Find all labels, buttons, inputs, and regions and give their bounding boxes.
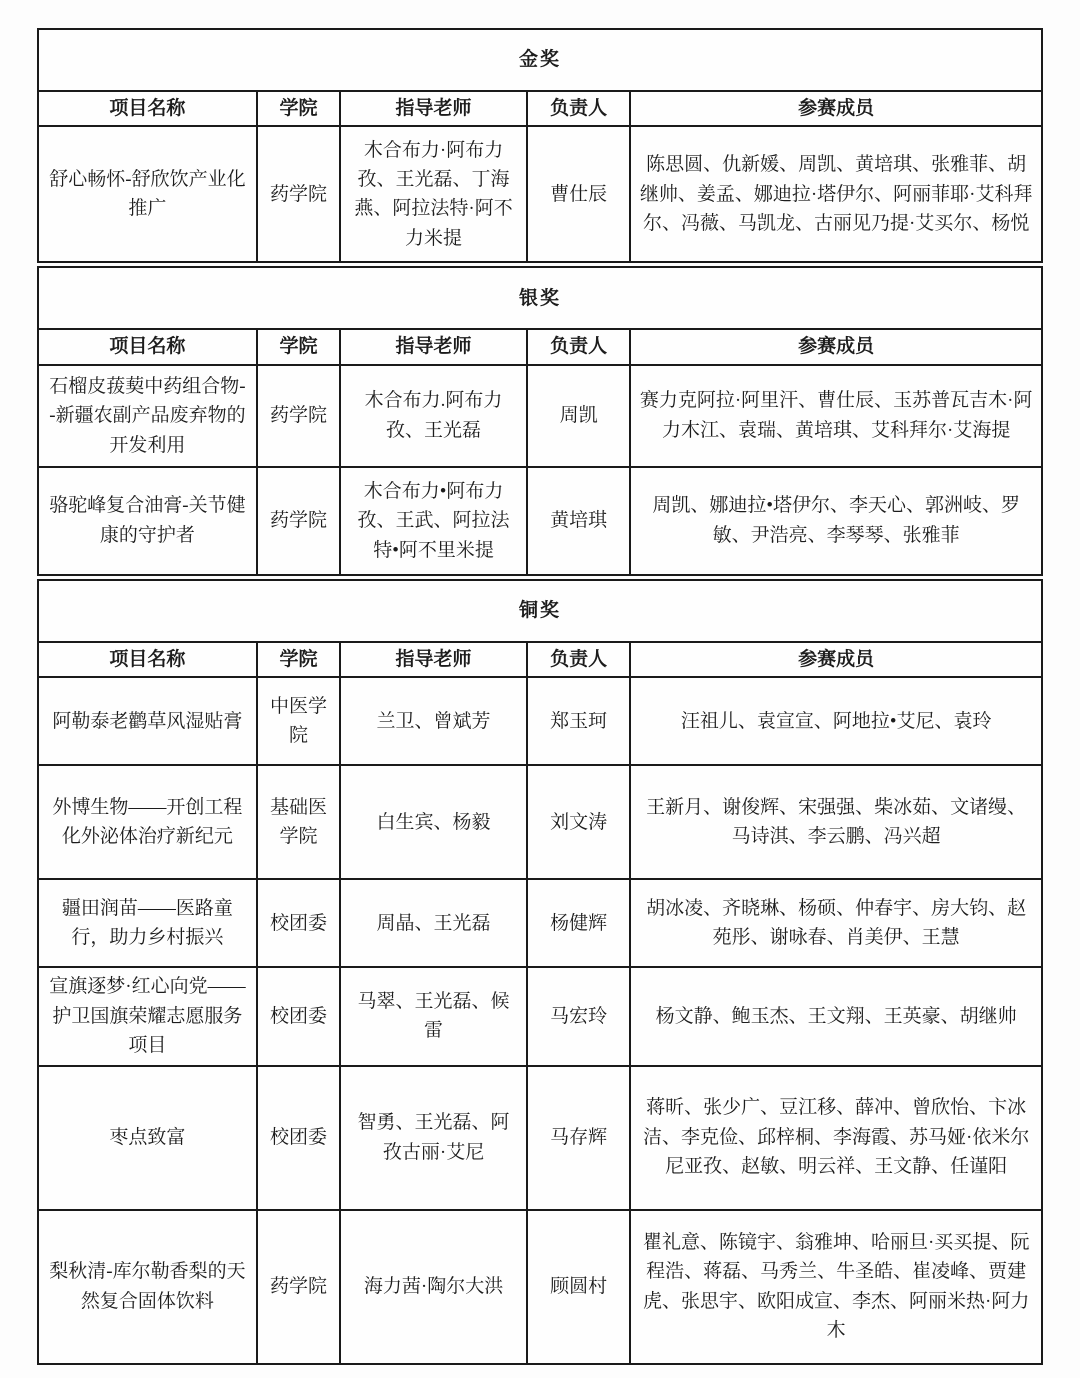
gold-award-table bbox=[37, 28, 1043, 263]
table-row bbox=[38, 365, 1042, 467]
column-header-leader: 负责人 bbox=[527, 91, 630, 126]
column-header-leader: 负责人 bbox=[527, 642, 630, 677]
cell-leader: 杨健辉 bbox=[527, 879, 630, 967]
column-header-members: 参赛成员 bbox=[630, 642, 1042, 677]
column-header-advisor: 指导老师 bbox=[340, 91, 527, 126]
cell-advisor: 周晶、王光磊 bbox=[340, 879, 527, 967]
cell-members: 蒋昕、张少广、豆江移、薛冲、曾欣怡、卞冰洁、李克俭、邱梓桐、李海霞、苏马娅·依米尔尼亚孜、赵敏、明云祥、王文静、任谨阳 bbox=[630, 1066, 1042, 1210]
section-title-gold: 金奖 bbox=[38, 29, 1042, 91]
cell-members: 杨文静、鲍玉杰、王文翔、王英豪、胡继帅 bbox=[630, 967, 1042, 1065]
cell-members: 赛力克阿拉·阿里汗、曹仕辰、玉苏普瓦吉木·阿力木江、袁瑞、黄培琪、艾科拜尔·艾海提 bbox=[630, 365, 1042, 467]
column-header-row bbox=[38, 642, 1042, 677]
column-header-advisor: 指导老师 bbox=[340, 329, 527, 364]
cell-leader: 马宏玲 bbox=[527, 967, 630, 1065]
column-header-row bbox=[38, 91, 1042, 126]
cell-advisor: 木合布力•阿布力孜、王武、阿拉法特•阿不里米提 bbox=[340, 467, 527, 575]
silver-award-table bbox=[37, 266, 1043, 575]
cell-advisor: 智勇、王光磊、阿孜古丽·艾尼 bbox=[340, 1066, 527, 1210]
column-header-college: 学院 bbox=[257, 91, 340, 126]
section-title-row bbox=[38, 29, 1042, 91]
table-row bbox=[38, 879, 1042, 967]
table-row bbox=[38, 967, 1042, 1065]
cell-advisor: 马翠、王光磊、候雷 bbox=[340, 967, 527, 1065]
table-row bbox=[38, 677, 1042, 765]
cell-project: 疆田润苗——医路童行，助力乡村振兴 bbox=[38, 879, 257, 967]
column-header-leader: 负责人 bbox=[527, 329, 630, 364]
column-header-project: 项目名称 bbox=[38, 91, 257, 126]
column-header-members: 参赛成员 bbox=[630, 329, 1042, 364]
cell-advisor: 海力茜·陶尔大洪 bbox=[340, 1210, 527, 1364]
column-header-project: 项目名称 bbox=[38, 642, 257, 677]
cell-college: 中医学院 bbox=[257, 677, 340, 765]
section-title-bronze: 铜奖 bbox=[38, 580, 1042, 642]
table-row bbox=[38, 1210, 1042, 1364]
cell-leader: 周凯 bbox=[527, 365, 630, 467]
column-header-row bbox=[38, 329, 1042, 364]
cell-advisor: 兰卫、曾斌芳 bbox=[340, 677, 527, 765]
section-title-row bbox=[38, 267, 1042, 329]
cell-college: 基础医学院 bbox=[257, 765, 340, 879]
cell-advisor: 白生宾、杨毅 bbox=[340, 765, 527, 879]
cell-project: 宣旗逐梦·红心向党——护卫国旗荣耀志愿服务项目 bbox=[38, 967, 257, 1065]
column-header-college: 学院 bbox=[257, 642, 340, 677]
cell-members: 王新月、谢俊辉、宋强强、柴冰茹、文诸缦、马诗淇、李云鹏、冯兴超 bbox=[630, 765, 1042, 879]
cell-project: 阿勒泰老鹳草风湿贴膏 bbox=[38, 677, 257, 765]
cell-project: 石榴皮菝葜中药组合物--新疆农副产品废弃物的开发利用 bbox=[38, 365, 257, 467]
table-row bbox=[38, 467, 1042, 575]
cell-project: 梨秋清-库尔勒香梨的天然复合固体饮料 bbox=[38, 1210, 257, 1364]
cell-college: 校团委 bbox=[257, 1066, 340, 1210]
bronze-award-table bbox=[37, 579, 1043, 1365]
cell-project: 舒心畅怀-舒欣饮产业化推广 bbox=[38, 126, 257, 262]
cell-advisor: 木合布力·阿布力孜、王光磊、丁海燕、阿拉法特·阿不力米提 bbox=[340, 126, 527, 262]
cell-leader: 刘文涛 bbox=[527, 765, 630, 879]
cell-members: 胡冰凌、齐晓琳、杨硕、仲春宇、房大钧、赵苑彤、谢咏春、肖美伊、王慧 bbox=[630, 879, 1042, 967]
column-header-members: 参赛成员 bbox=[630, 91, 1042, 126]
cell-advisor: 木合布力.阿布力孜、王光磊 bbox=[340, 365, 527, 467]
cell-leader: 顾圆村 bbox=[527, 1210, 630, 1364]
cell-leader: 曹仕辰 bbox=[527, 126, 630, 262]
cell-members: 瞿礼意、陈镜宇、翁雅坤、哈丽旦·买买提、阮程浩、蒋磊、马秀兰、牛圣皓、崔凌峰、贾建虎、张思宇、欧阳成宣、李杰、阿丽米热·阿力木 bbox=[630, 1210, 1042, 1364]
cell-leader: 黄培琪 bbox=[527, 467, 630, 575]
section-title-row bbox=[38, 580, 1042, 642]
table-row bbox=[38, 1066, 1042, 1210]
cell-college: 校团委 bbox=[257, 879, 340, 967]
cell-college: 药学院 bbox=[257, 365, 340, 467]
cell-college: 药学院 bbox=[257, 1210, 340, 1364]
cell-project: 外博生物——开创工程化外泌体治疗新纪元 bbox=[38, 765, 257, 879]
cell-project: 枣点致富 bbox=[38, 1066, 257, 1210]
cell-project: 骆驼峰复合油膏-关节健康的守护者 bbox=[38, 467, 257, 575]
cell-college: 药学院 bbox=[257, 126, 340, 262]
table-row bbox=[38, 126, 1042, 262]
cell-leader: 郑玉珂 bbox=[527, 677, 630, 765]
cell-leader: 马存辉 bbox=[527, 1066, 630, 1210]
column-header-college: 学院 bbox=[257, 329, 340, 364]
column-header-project: 项目名称 bbox=[38, 329, 257, 364]
cell-college: 药学院 bbox=[257, 467, 340, 575]
cell-members: 汪祖儿、袁宣宣、阿地拉•艾尼、袁玲 bbox=[630, 677, 1042, 765]
cell-members: 陈思圆、仇新媛、周凯、黄培琪、张雅菲、胡继帅、姜孟、娜迪拉·塔伊尔、阿丽菲耶·艾科拜尔、冯薇、马凯龙、古丽见乃提·艾买尔、杨悦 bbox=[630, 126, 1042, 262]
column-header-advisor: 指导老师 bbox=[340, 642, 527, 677]
cell-college: 校团委 bbox=[257, 967, 340, 1065]
table-row bbox=[38, 765, 1042, 879]
section-title-silver: 银奖 bbox=[38, 267, 1042, 329]
cell-members: 周凯、娜迪拉•塔伊尔、李天心、郭洲岐、罗敏、尹浩亮、李琴琴、张雅菲 bbox=[630, 467, 1042, 575]
